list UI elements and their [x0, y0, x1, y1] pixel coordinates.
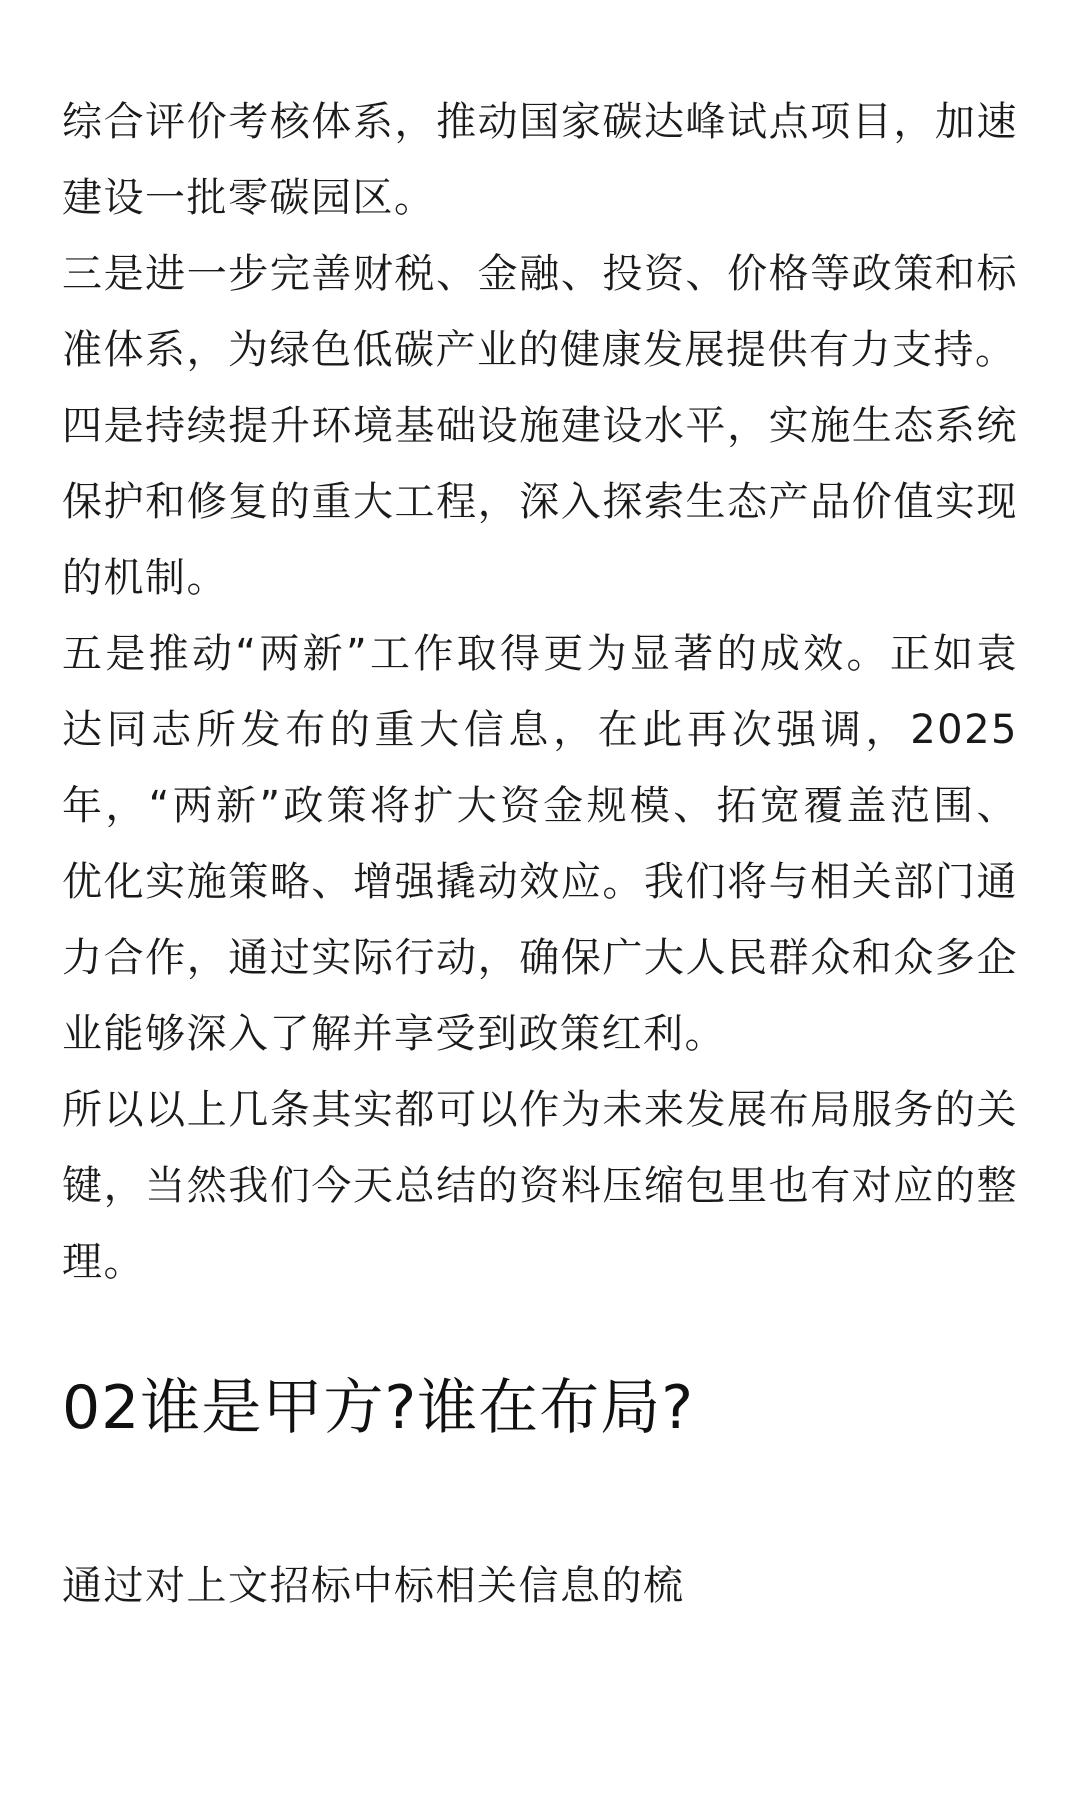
paragraph-zero-carbon-parks: 综合评价考核体系，推动国家碳达峰试点项目，加速建设一批零碳园区。	[62, 99, 1018, 221]
section-heading: 02谁是甲方?谁在布局?	[62, 1373, 695, 1443]
paragraph-policy-standards: 三是进一步完善财税、金融、投资、价格等政策和标准体系，为绿色低碳产业的健康发展提供有力支持。	[62, 251, 1018, 373]
paragraph-bidding-info: 通过对上文招标中标相关信息的梳	[62, 1563, 685, 1609]
paragraph-summary: 所以以上几条其实都可以作为未来发展布局服务的关键，当然我们今天总结的资料压缩包里也有对应的整理。	[62, 1087, 1018, 1285]
paragraph-environment-infrastructure: 四是持续提升环境基础设施建设水平，实施生态系统保护和修复的重大工程，深入探索生态产品价值实现的机制。	[62, 403, 1018, 601]
paragraph-two-new-policy: 五是推动“两新”工作取得更为显著的成效。正如袁达同志所发布的重大信息，在此再次强调，2025年，“两新”政策将扩大资金规模、拓宽覆盖范围、优化实施策略、增强撬动效应。我们将与相关部门通力合作，通过实际行动，确保广大人民群众和众多企业能够深入了解并享受到政策红利。	[62, 631, 1018, 1057]
